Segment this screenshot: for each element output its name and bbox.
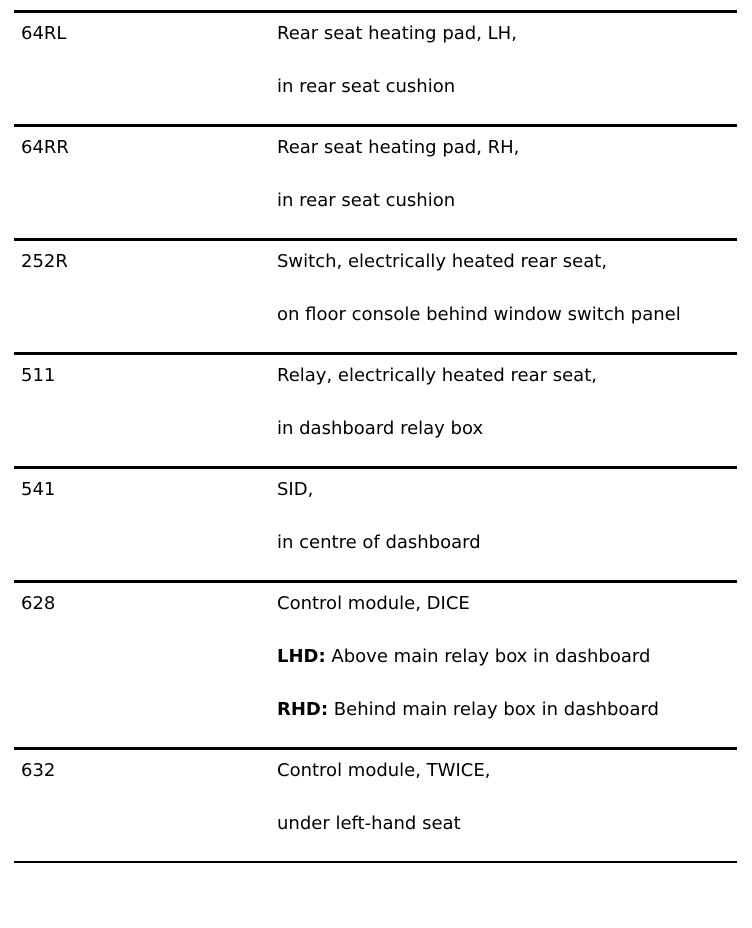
- description-text: in centre of dashboard: [277, 532, 481, 553]
- component-code: 541: [21, 479, 56, 500]
- description-line: [277, 23, 737, 45]
- description-text: Control module, DICE: [277, 593, 470, 614]
- component-table: [14, 10, 737, 863]
- table-row: [14, 747, 737, 863]
- component-description: [277, 583, 737, 747]
- component-code: 628: [21, 593, 56, 614]
- description-text: Behind main relay box in dashboard: [328, 699, 659, 720]
- description-line: [277, 699, 737, 721]
- description-text: in rear seat cushion: [277, 190, 456, 211]
- description-text: on floor console behind window switch panel: [277, 304, 681, 325]
- description-line: [277, 137, 737, 159]
- description-line: [277, 479, 737, 501]
- component-description: [277, 355, 737, 466]
- lhd-label: LHD:: [277, 646, 326, 667]
- description-line: [277, 646, 737, 668]
- component-code: 64RR: [21, 137, 69, 158]
- table-row: [14, 466, 737, 580]
- component-code: 252R: [21, 251, 68, 272]
- description-text: Rear seat heating pad, RH,: [277, 137, 520, 158]
- description-line: [277, 532, 737, 554]
- table-row: [14, 10, 737, 124]
- component-code: 64RL: [21, 23, 67, 44]
- description-line: [277, 251, 737, 273]
- description-line: [277, 593, 737, 615]
- description-text: under left-hand seat: [277, 813, 461, 834]
- component-code: 632: [21, 760, 56, 781]
- description-text: Control module, TWICE,: [277, 760, 491, 781]
- description-line: [277, 418, 737, 440]
- component-description: [277, 13, 737, 124]
- component-description: [277, 127, 737, 238]
- description-line: [277, 813, 737, 835]
- description-line: [277, 760, 737, 782]
- table-row: [14, 238, 737, 352]
- table-row: [14, 580, 737, 747]
- component-code: 511: [21, 365, 56, 386]
- table-row: [14, 352, 737, 466]
- description-line: [277, 76, 737, 98]
- description-text: in dashboard relay box: [277, 418, 484, 439]
- description-line: [277, 190, 737, 212]
- description-line: [277, 304, 737, 326]
- rhd-label: RHD:: [277, 699, 329, 720]
- description-line: [277, 365, 737, 387]
- description-text: Above main relay box in dashboard: [325, 646, 651, 667]
- description-text: Relay, electrically heated rear seat,: [277, 365, 597, 386]
- component-description: [277, 469, 737, 580]
- component-description: [277, 241, 737, 352]
- description-text: SID,: [277, 479, 314, 500]
- description-text: in rear seat cushion: [277, 76, 456, 97]
- description-text: Rear seat heating pad, LH,: [277, 23, 517, 44]
- component-description: [277, 750, 737, 861]
- table-row: [14, 124, 737, 238]
- description-text: Switch, electrically heated rear seat,: [277, 251, 608, 272]
